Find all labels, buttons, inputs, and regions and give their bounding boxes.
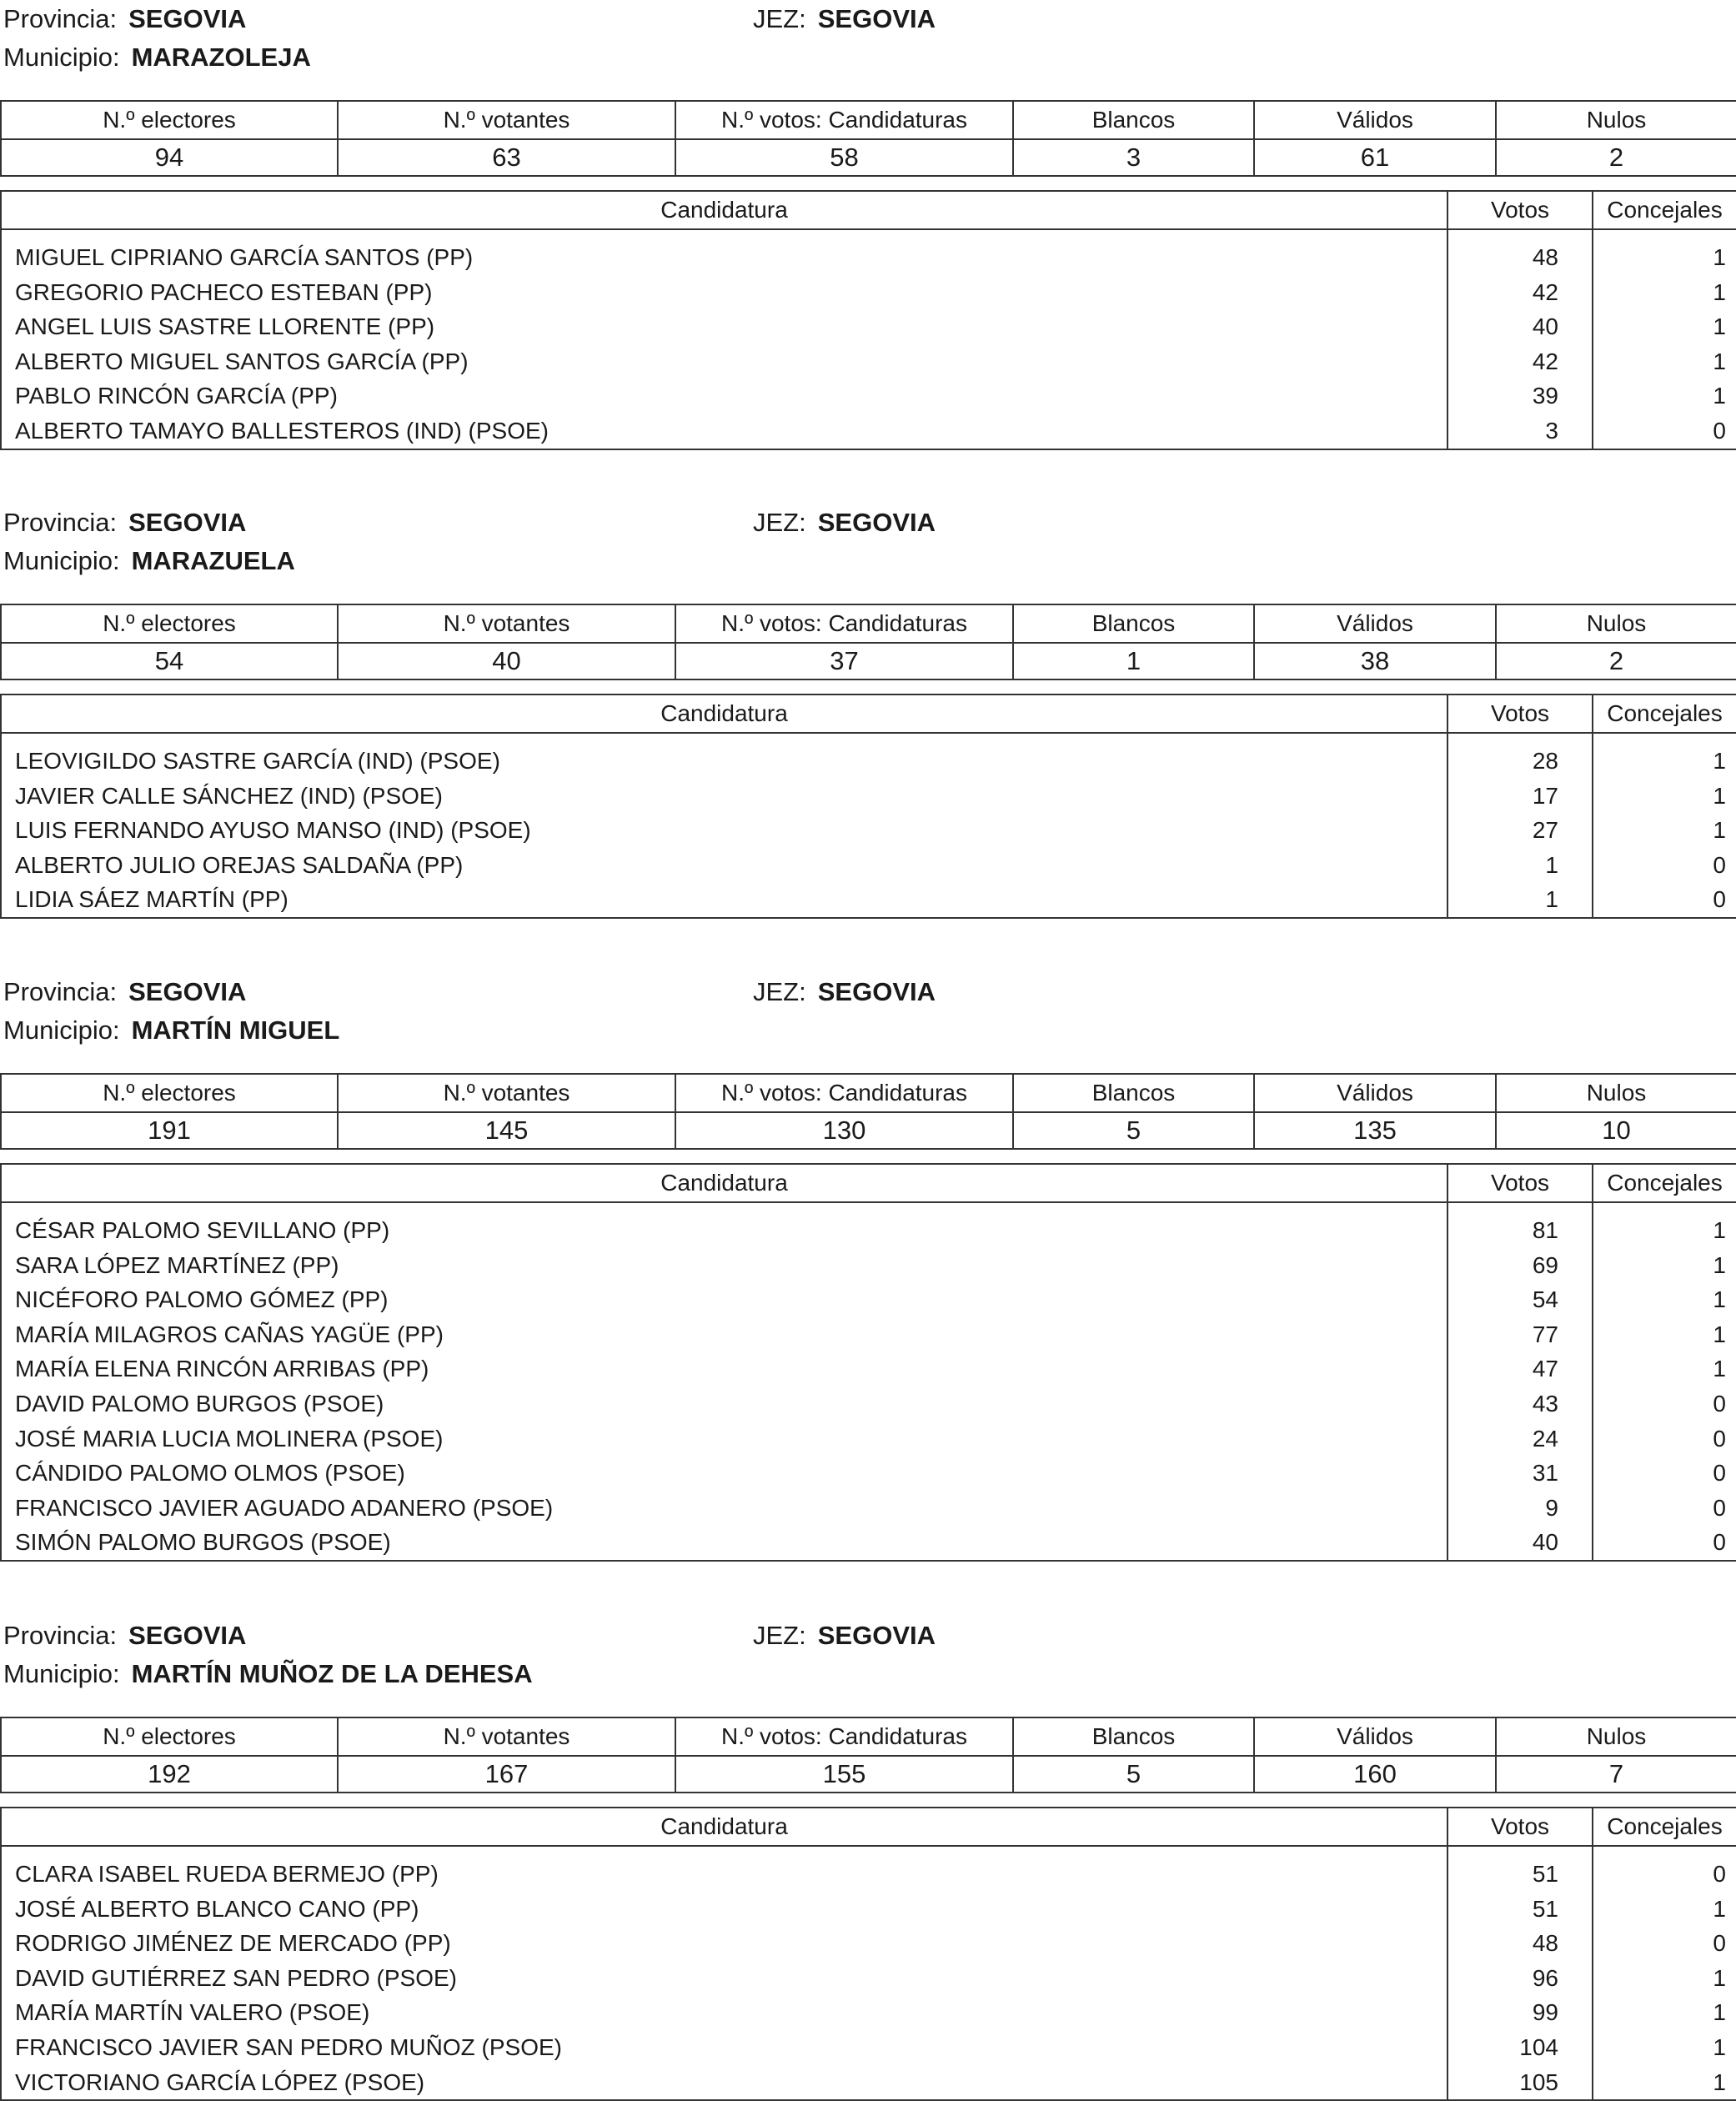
stats-header-nulos: Nulos xyxy=(1496,1074,1736,1112)
provincia-label: Provincia: xyxy=(3,4,118,33)
candidate-votos: 48 xyxy=(1532,244,1558,270)
jez-line xyxy=(753,1,936,38)
stats-value-validos: 38 xyxy=(1254,643,1496,679)
municipio-line xyxy=(3,1012,339,1049)
candidate-concejales: 0 xyxy=(1713,1861,1726,1887)
stats-header-validos: Válidos xyxy=(1254,1717,1496,1756)
candidate-concejales: 1 xyxy=(1713,2068,1726,2095)
votos-header: Votos xyxy=(1448,1808,1593,1846)
candidate-concejales: 0 xyxy=(1713,886,1726,913)
stats-header-nulos: Nulos xyxy=(1496,1717,1736,1756)
stats-value-candidaturas: 155 xyxy=(675,1756,1013,1793)
candidate-name: SIMÓN PALOMO BURGOS (PSOE) xyxy=(15,1529,391,1556)
stats-header-row xyxy=(1,1717,1736,1756)
jez-line xyxy=(753,1617,936,1654)
candidate-concejales: 0 xyxy=(1713,1494,1726,1521)
provincia-label: Provincia: xyxy=(3,977,118,1006)
candidate-concejales-cell xyxy=(1593,1202,1736,1561)
candidate-concejales: 1 xyxy=(1713,244,1726,270)
candidate-votos: 40 xyxy=(1532,313,1558,340)
provincia-value: SEGOVIA xyxy=(128,508,247,537)
candidatura-header: Candidatura xyxy=(1,694,1448,733)
candidate-name: ALBERTO MIGUEL SANTOS GARCÍA (PP) xyxy=(15,348,469,374)
candidates-table xyxy=(0,694,1736,919)
candidate-votos: 31 xyxy=(1532,1460,1558,1487)
candidate-votos: 24 xyxy=(1532,1425,1558,1452)
municipio-line xyxy=(3,543,295,579)
candidate-votes-cell xyxy=(1448,229,1593,449)
candidate-concejales: 1 xyxy=(1713,278,1726,305)
stats-value-nulos: 7 xyxy=(1496,1756,1736,1793)
candidate-name: ALBERTO JULIO OREJAS SALDAÑA (PP) xyxy=(15,851,464,878)
stats-header-candidaturas: N.º votos: Candidaturas xyxy=(675,101,1013,139)
candidate-votos: 81 xyxy=(1532,1217,1558,1243)
stats-header-blancos: Blancos xyxy=(1013,101,1254,139)
candidate-name: SARA LÓPEZ MARTÍNEZ (PP) xyxy=(15,1251,339,1278)
stats-table xyxy=(0,604,1736,680)
municipio-value: MARAZUELA xyxy=(131,546,295,575)
stats-header-electores: N.º electores xyxy=(1,101,338,139)
stats-value-validos: 61 xyxy=(1254,139,1496,176)
candidate-concejales: 1 xyxy=(1713,383,1726,409)
candidate-name: MIGUEL CIPRIANO GARCÍA SANTOS (PP) xyxy=(15,244,474,270)
stats-header-votantes: N.º votantes xyxy=(338,1074,675,1112)
candidate-votos: 77 xyxy=(1532,1321,1558,1347)
candidate-name: ANGEL LUIS SASTRE LLORENTE (PP) xyxy=(15,313,435,340)
stats-header-validos: Válidos xyxy=(1254,101,1496,139)
municipio-value: MARAZOLEJA xyxy=(131,43,311,72)
candidate-votos: 99 xyxy=(1532,1999,1558,2026)
candidate-names-cell xyxy=(1,1846,1448,2100)
stats-value-blancos: 5 xyxy=(1013,1756,1254,1793)
candidate-votos: 9 xyxy=(1545,1494,1558,1521)
stats-header-electores: N.º electores xyxy=(1,604,338,643)
candidate-name: MARÍA ELENA RINCÓN ARRIBAS (PP) xyxy=(15,1356,429,1382)
jez-label: JEZ: xyxy=(753,508,806,537)
stats-header-electores: N.º electores xyxy=(1,1717,338,1756)
municipio-line xyxy=(3,39,311,76)
candidate-votos: 1 xyxy=(1545,851,1558,878)
candidatura-header: Candidatura xyxy=(1,191,1448,229)
stats-table xyxy=(0,1717,1736,1793)
municipio-label: Municipio: xyxy=(3,43,120,72)
candidate-name: LUIS FERNANDO AYUSO MANSO (IND) (PSOE) xyxy=(15,817,531,844)
candidate-concejales: 0 xyxy=(1713,1529,1726,1556)
votos-header: Votos xyxy=(1448,1164,1593,1202)
provincia-value: SEGOVIA xyxy=(128,4,247,33)
votos-header: Votos xyxy=(1448,191,1593,229)
stats-value-candidaturas: 37 xyxy=(675,643,1013,679)
stats-value-votantes: 63 xyxy=(338,139,675,176)
candidate-concejales: 0 xyxy=(1713,1930,1726,1957)
candidates-table xyxy=(0,190,1736,450)
stats-value-votantes: 40 xyxy=(338,643,675,679)
candidate-name: CÁNDIDO PALOMO OLMOS (PSOE) xyxy=(15,1460,405,1487)
candidatura-header: Candidatura xyxy=(1,1808,1448,1846)
candidate-votos: 51 xyxy=(1532,1861,1558,1887)
provincia-line xyxy=(3,1617,246,1654)
provincia-line xyxy=(3,1,246,38)
stats-value-row xyxy=(1,139,1736,176)
candidate-concejales: 0 xyxy=(1713,1460,1726,1487)
candidates-header-row xyxy=(1,1164,1736,1202)
stats-header-validos: Válidos xyxy=(1254,1074,1496,1112)
candidates-body xyxy=(1,1202,1736,1561)
candidate-concejales: 1 xyxy=(1713,1286,1726,1313)
stats-value-blancos: 3 xyxy=(1013,139,1254,176)
stats-value-electores: 94 xyxy=(1,139,338,176)
candidates-body xyxy=(1,1846,1736,2100)
candidate-name: ALBERTO TAMAYO BALLESTEROS (IND) (PSOE) xyxy=(15,417,549,444)
candidate-name: DAVID PALOMO BURGOS (PSOE) xyxy=(15,1390,384,1417)
jez-label: JEZ: xyxy=(753,977,806,1006)
candidate-concejales: 1 xyxy=(1713,1217,1726,1243)
stats-header-row xyxy=(1,604,1736,643)
provincia-value: SEGOVIA xyxy=(128,977,247,1006)
stats-table xyxy=(0,1073,1736,1150)
candidate-name: FRANCISCO JAVIER AGUADO ADANERO (PSOE) xyxy=(15,1494,554,1521)
candidate-votos: 47 xyxy=(1532,1356,1558,1382)
concejales-header: Concejales xyxy=(1593,1164,1736,1202)
candidate-concejales: 1 xyxy=(1713,1999,1726,2026)
stats-value-blancos: 1 xyxy=(1013,643,1254,679)
candidates-table xyxy=(0,1807,1736,2101)
candidates-body xyxy=(1,229,1736,449)
stats-header-candidaturas: N.º votos: Candidaturas xyxy=(675,604,1013,643)
stats-header-electores: N.º electores xyxy=(1,1074,338,1112)
candidate-concejales: 0 xyxy=(1713,417,1726,444)
stats-value-votantes: 145 xyxy=(338,1112,675,1149)
stats-header-votantes: N.º votantes xyxy=(338,604,675,643)
candidate-name: CÉSAR PALOMO SEVILLANO (PP) xyxy=(15,1217,390,1243)
stats-header-nulos: Nulos xyxy=(1496,604,1736,643)
jez-value: SEGOVIA xyxy=(817,508,936,537)
candidate-name: CLARA ISABEL RUEDA BERMEJO (PP) xyxy=(15,1861,439,1887)
municipio-line xyxy=(3,1656,533,1692)
candidate-concejales: 0 xyxy=(1713,1390,1726,1417)
stats-header-votantes: N.º votantes xyxy=(338,101,675,139)
jez-value: SEGOVIA xyxy=(817,977,936,1006)
jez-value: SEGOVIA xyxy=(817,4,936,33)
candidate-concejales: 1 xyxy=(1713,817,1726,844)
stats-value-electores: 192 xyxy=(1,1756,338,1793)
stats-header-nulos: Nulos xyxy=(1496,101,1736,139)
candidate-votos: 42 xyxy=(1532,348,1558,374)
candidate-name: MARÍA MILAGROS CAÑAS YAGÜE (PP) xyxy=(15,1321,444,1347)
stats-value-electores: 54 xyxy=(1,643,338,679)
jez-line xyxy=(753,504,936,541)
candidates-header-row xyxy=(1,694,1736,733)
candidate-name: DAVID GUTIÉRREZ SAN PEDRO (PSOE) xyxy=(15,1964,457,1991)
candidate-name: JOSÉ MARIA LUCIA MOLINERA (PSOE) xyxy=(15,1425,444,1452)
candidate-votes-cell xyxy=(1448,733,1593,918)
candidates-table xyxy=(0,1163,1736,1562)
candidate-votos: 40 xyxy=(1532,1529,1558,1556)
candidate-concejales: 1 xyxy=(1713,1895,1726,1922)
candidate-concejales: 1 xyxy=(1713,1251,1726,1278)
candidates-body xyxy=(1,733,1736,918)
stats-header-candidaturas: N.º votos: Candidaturas xyxy=(675,1717,1013,1756)
stats-value-validos: 160 xyxy=(1254,1756,1496,1793)
candidate-name: MARÍA MARTÍN VALERO (PSOE) xyxy=(15,1999,370,2026)
municipio-label: Municipio: xyxy=(3,546,120,575)
stats-value-candidaturas: 58 xyxy=(675,139,1013,176)
stats-header-blancos: Blancos xyxy=(1013,1074,1254,1112)
stats-header-validos: Válidos xyxy=(1254,604,1496,643)
stats-value-votantes: 167 xyxy=(338,1756,675,1793)
stats-table xyxy=(0,100,1736,177)
municipio-value: MARTÍN MIGUEL xyxy=(131,1015,340,1045)
candidate-concejales: 1 xyxy=(1713,348,1726,374)
candidate-votos: 54 xyxy=(1532,1286,1558,1313)
jez-value: SEGOVIA xyxy=(817,1621,936,1650)
candidate-votes-cell xyxy=(1448,1202,1593,1561)
candidate-name: FRANCISCO JAVIER SAN PEDRO MUÑOZ (PSOE) xyxy=(15,2033,562,2060)
jez-line xyxy=(753,974,936,1010)
provincia-line xyxy=(3,974,246,1010)
stats-header-row xyxy=(1,1074,1736,1112)
candidate-votos: 42 xyxy=(1532,278,1558,305)
candidate-names-cell xyxy=(1,229,1448,449)
stats-value-electores: 191 xyxy=(1,1112,338,1149)
municipio-label: Municipio: xyxy=(3,1015,120,1045)
candidate-votos: 27 xyxy=(1532,817,1558,844)
votos-header: Votos xyxy=(1448,694,1593,733)
candidate-concejales-cell xyxy=(1593,229,1736,449)
candidate-concejales: 1 xyxy=(1713,1321,1726,1347)
stats-value-blancos: 5 xyxy=(1013,1112,1254,1149)
concejales-header: Concejales xyxy=(1593,694,1736,733)
candidate-name: GREGORIO PACHECO ESTEBAN (PP) xyxy=(15,278,433,305)
stats-header-votantes: N.º votantes xyxy=(338,1717,675,1756)
candidate-name: RODRIGO JIMÉNEZ DE MERCADO (PP) xyxy=(15,1930,451,1957)
municipio-label: Municipio: xyxy=(3,1659,120,1688)
candidate-votos: 3 xyxy=(1545,417,1558,444)
candidates-header-row xyxy=(1,1808,1736,1846)
provincia-label: Provincia: xyxy=(3,1621,118,1650)
candidate-name: LEOVIGILDO SASTRE GARCÍA (IND) (PSOE) xyxy=(15,748,500,774)
candidate-names-cell xyxy=(1,733,1448,918)
concejales-header: Concejales xyxy=(1593,1808,1736,1846)
stats-header-candidaturas: N.º votos: Candidaturas xyxy=(675,1074,1013,1112)
candidate-concejales: 1 xyxy=(1713,782,1726,809)
candidate-votos: 39 xyxy=(1532,383,1558,409)
candidate-votos: 104 xyxy=(1519,2033,1558,2060)
stats-value-nulos: 10 xyxy=(1496,1112,1736,1149)
stats-header-row xyxy=(1,101,1736,139)
candidate-votos: 96 xyxy=(1532,1964,1558,1991)
candidate-names-cell xyxy=(1,1202,1448,1561)
candidate-concejales: 1 xyxy=(1713,748,1726,774)
candidate-name: VICTORIANO GARCÍA LÓPEZ (PSOE) xyxy=(15,2068,425,2095)
candidates-header-row xyxy=(1,191,1736,229)
candidate-votos: 1 xyxy=(1545,886,1558,913)
candidate-votos: 69 xyxy=(1532,1251,1558,1278)
stats-header-blancos: Blancos xyxy=(1013,1717,1254,1756)
candidate-concejales: 1 xyxy=(1713,1356,1726,1382)
candidate-name: JOSÉ ALBERTO BLANCO CANO (PP) xyxy=(15,1895,419,1922)
provincia-line xyxy=(3,504,246,541)
candidate-votos: 48 xyxy=(1532,1930,1558,1957)
stats-header-blancos: Blancos xyxy=(1013,604,1254,643)
candidate-name: PABLO RINCÓN GARCÍA (PP) xyxy=(15,383,338,409)
stats-value-nulos: 2 xyxy=(1496,643,1736,679)
candidate-concejales: 0 xyxy=(1713,1425,1726,1452)
concejales-header: Concejales xyxy=(1593,191,1736,229)
candidate-concejales: 1 xyxy=(1713,2033,1726,2060)
candidate-votos: 17 xyxy=(1532,782,1558,809)
candidate-concejales-cell xyxy=(1593,733,1736,918)
candidate-name: JAVIER CALLE SÁNCHEZ (IND) (PSOE) xyxy=(15,782,443,809)
stats-value-candidaturas: 130 xyxy=(675,1112,1013,1149)
provincia-value: SEGOVIA xyxy=(128,1621,247,1650)
candidate-concejales: 1 xyxy=(1713,313,1726,340)
jez-label: JEZ: xyxy=(753,1621,806,1650)
candidate-concejales-cell xyxy=(1593,1846,1736,2100)
stats-value-row xyxy=(1,1756,1736,1793)
stats-value-nulos: 2 xyxy=(1496,139,1736,176)
candidate-name: NICÉFORO PALOMO GÓMEZ (PP) xyxy=(15,1286,389,1313)
candidate-concejales: 1 xyxy=(1713,1964,1726,1991)
candidate-votos: 51 xyxy=(1532,1895,1558,1922)
jez-label: JEZ: xyxy=(753,4,806,33)
candidate-votos: 43 xyxy=(1532,1390,1558,1417)
stats-value-validos: 135 xyxy=(1254,1112,1496,1149)
candidate-votes-cell xyxy=(1448,1846,1593,2100)
candidatura-header: Candidatura xyxy=(1,1164,1448,1202)
provincia-label: Provincia: xyxy=(3,508,118,537)
candidate-votos: 105 xyxy=(1519,2068,1558,2095)
candidate-name: LIDIA SÁEZ MARTÍN (PP) xyxy=(15,886,288,913)
candidate-concejales: 0 xyxy=(1713,851,1726,878)
municipio-value: MARTÍN MUÑOZ DE LA DEHESA xyxy=(131,1659,533,1688)
stats-value-row xyxy=(1,643,1736,679)
stats-value-row xyxy=(1,1112,1736,1149)
candidate-votos: 28 xyxy=(1532,748,1558,774)
